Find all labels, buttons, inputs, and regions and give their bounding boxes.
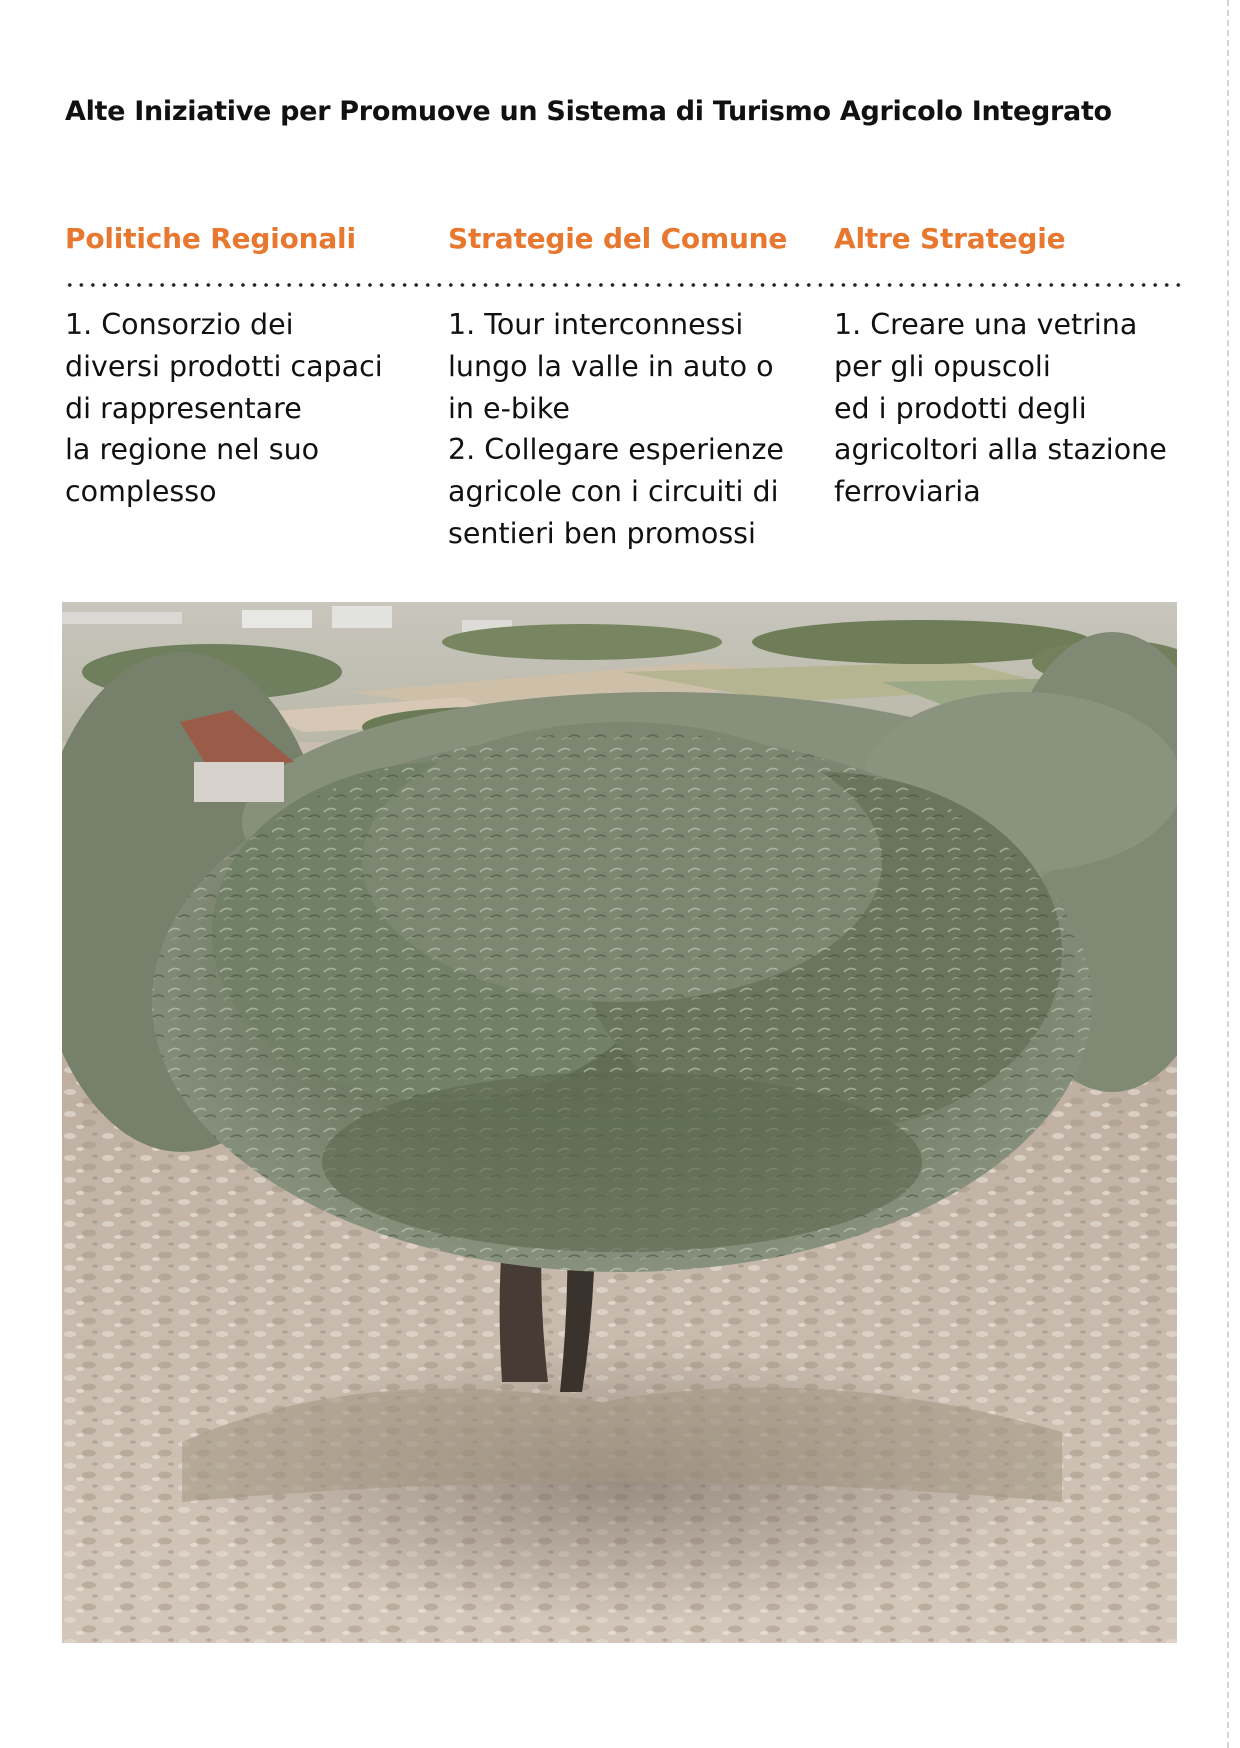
- list-line: per gli opuscoli: [834, 349, 1051, 383]
- list-line: 1. Creare una vetrina: [834, 308, 1138, 341]
- heading-politiche-regionali: Politiche Regionali: [65, 222, 356, 255]
- list-line: la regione nel suo: [65, 433, 320, 467]
- list-line: di rappresentare: [65, 391, 302, 425]
- list-line: 2. Collegare esperienze: [448, 433, 784, 467]
- list-line: agricole con i circuiti di: [448, 475, 779, 509]
- heading-altre-strategie: Altre Strategie: [834, 222, 1066, 255]
- heading-strategie-del-comune: Strategie del Comune: [448, 222, 788, 255]
- list-politiche-regionali: [65, 304, 405, 513]
- list-line: 1. Tour interconnessi: [448, 308, 744, 341]
- page-edge-divider: [1227, 0, 1229, 1748]
- list-line: complesso: [65, 475, 217, 509]
- list-line: 1. Consorzio dei: [65, 308, 294, 341]
- list-line: ed i prodotti degli: [834, 391, 1087, 425]
- list-line: diversi prodotti capaci: [65, 349, 383, 383]
- list-altre-strategie: [834, 304, 1194, 513]
- list-line: sentieri ben promossi: [448, 516, 756, 550]
- olive-grove-photo: [62, 602, 1177, 1643]
- list-line: in e-bike: [448, 391, 570, 425]
- list-strategie-del-comune: [448, 304, 798, 555]
- list-line: ferroviaria: [834, 475, 981, 509]
- list-line: agricoltori alla stazione: [834, 433, 1167, 467]
- document-title: Alte Iniziative per Promuove un Sistema di Turismo Agricolo Integrato: [65, 96, 1112, 127]
- list-line: lungo la valle in auto o: [448, 349, 774, 383]
- dotted-divider: [64, 283, 1181, 287]
